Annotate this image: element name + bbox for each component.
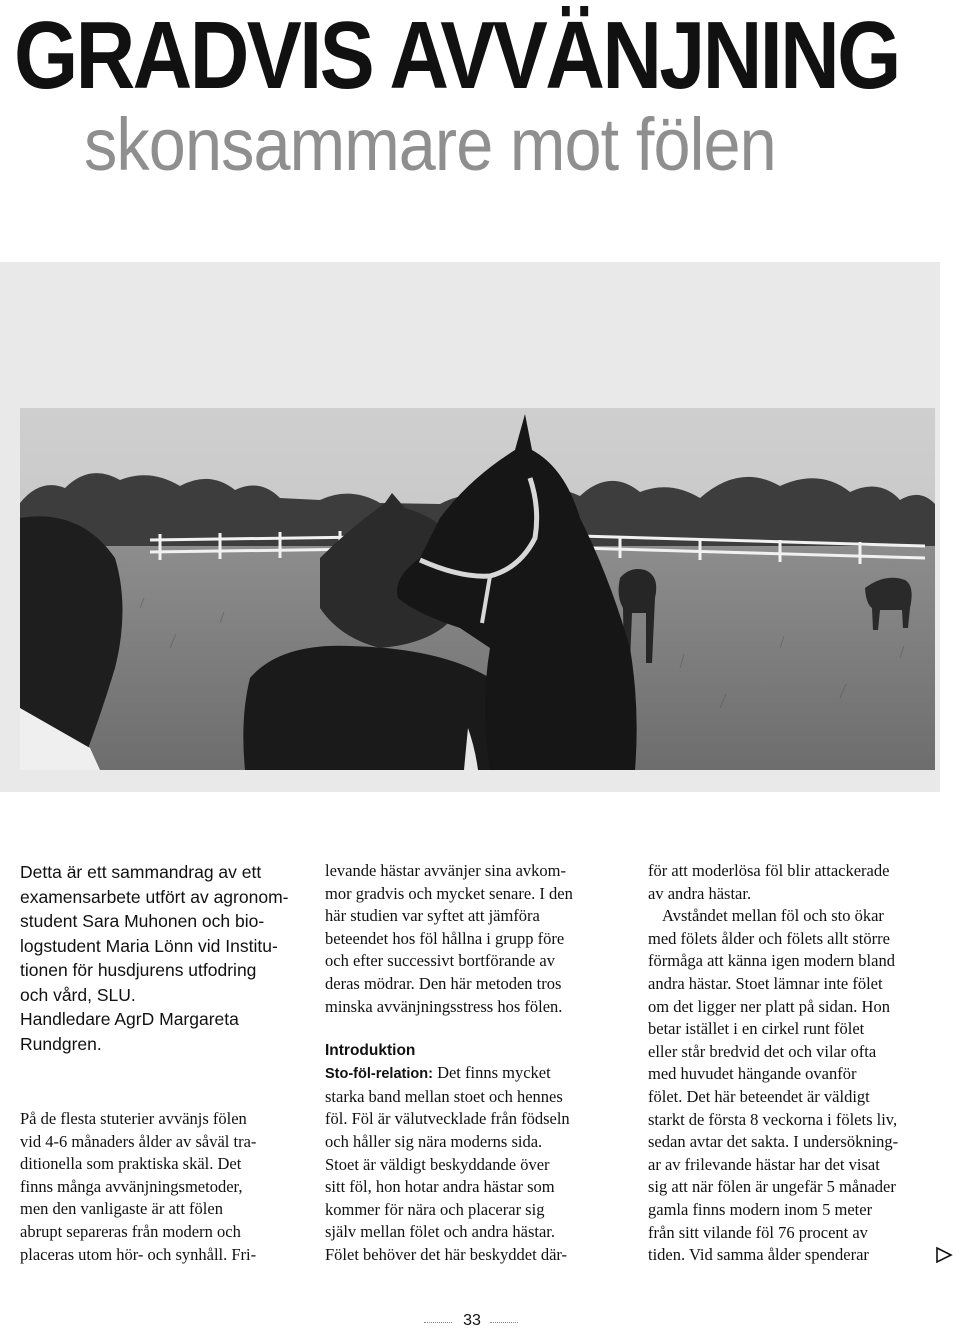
intro-line: logstudent Maria Lönn vid Institu- [20, 935, 278, 956]
body-line: om det ligger ner platt på sidan. Hon [648, 996, 890, 1016]
body-line: förmåga att känna igen modern bland [648, 951, 895, 971]
body-line: för att moderlösa föl blir attackerade [648, 861, 890, 880]
body-line: sig att när fölen är ungefär 5 månader [648, 1177, 896, 1197]
body-line: beteendet hos föl hållna i grupp före [325, 928, 565, 948]
body-line: Avståndet mellan föl och sto ökar [662, 906, 884, 926]
subsection-lead: Sto-föl-relation: [325, 1066, 433, 1083]
body-line: finns många avvänjningsmetoder, [20, 1176, 243, 1196]
page-folio [424, 1312, 520, 1332]
body-line: gamla finns modern inom 5 meter [648, 1199, 873, 1219]
folio-rule-right [490, 1322, 518, 1323]
body-line: sitt föl, hon hotar andra hästar som [325, 1177, 555, 1197]
body-line: minska avvänjningsstress hos fölen. [325, 996, 563, 1016]
section-heading: Introduktion [325, 1042, 416, 1060]
body-line: ditionella som praktiska skäl. Det [20, 1154, 242, 1174]
body-line: starkt de första 8 veckorna i fölets liv, [648, 1109, 898, 1129]
continue-arrow-icon [934, 1245, 954, 1265]
page-title: GRADVIS AVVÄNJNING [14, 2, 899, 109]
body-line: betar istället i en cirkel runt fölet [648, 1019, 865, 1039]
intro-line: Detta är ett sammandrag av ett [20, 862, 262, 882]
page-subtitle: skonsammare mot fölen [84, 103, 776, 186]
body-line: och efter successivt bortförande av [325, 951, 555, 971]
body-line: levande hästar avvänjer sina avkom- [325, 861, 566, 880]
body-line: med fölets ålder och fölets allt större [648, 928, 890, 948]
body-line: andra hästar. Stoet lämnar inte fölet [648, 973, 883, 993]
body-line: själv mellan fölet och andra hästar. [325, 1222, 556, 1242]
body-line: ar av frilevande hästar har det visat [648, 1154, 880, 1174]
body-line: kommer för nära och placerar sig [325, 1199, 545, 1219]
body-line-rest: Det finns mycket [432, 1063, 551, 1083]
body-line: här studien var syftet att jämföra [325, 906, 540, 926]
intro-line: Handledare AgrD Margareta [20, 1009, 239, 1029]
body-line: abrupt separeras från modern och [20, 1221, 241, 1241]
body-line: vid 4-6 månaders ålder av såväl tra- [20, 1131, 257, 1151]
body-line: Fölet behöver det här beskyddet där- [325, 1244, 568, 1264]
body-line: Stoet är väldigt beskyddande över [325, 1154, 550, 1174]
body-line: fölet. Det här beteendet är väldigt [648, 1086, 870, 1106]
body-line: deras mödrar. Den här metoden tros [325, 973, 562, 993]
body-line: föl. Föl är välutvecklade från födseln [325, 1109, 570, 1129]
intro-line: examensarbete utfört av agronom- [20, 886, 289, 907]
body-line: starka band mellan stoet och hennes [325, 1086, 563, 1106]
body-line: eller står bredvid det och vilar ofta [648, 1041, 877, 1061]
intro-line: tionen för husdjurens utfodring [20, 960, 257, 980]
body-line: mor gradvis och mycket senare. I den [325, 883, 573, 903]
body-line: från sitt vilande föl 76 procent av [648, 1222, 868, 1242]
body-line: av andra hästar. [648, 883, 752, 903]
horse-photo-drawing [20, 408, 935, 770]
folio-rule-left [424, 1322, 452, 1323]
horse-photo [20, 408, 935, 770]
body-line: placeras utom hör- och synhåll. Fri- [20, 1244, 257, 1264]
column-2 [325, 860, 615, 1267]
intro-line: Rundgren. [20, 1033, 102, 1054]
body-line: och håller sig nära moderns sida. [325, 1131, 543, 1151]
intro-summary [20, 860, 290, 1056]
column-3 [648, 860, 930, 1267]
body-line: På de flesta stuterier avvänjs fölen [20, 1109, 247, 1128]
body-line: sedan avtar det sakta. I undersökning- [648, 1132, 899, 1152]
body-line: tiden. Vid samma ålder spenderar [648, 1245, 869, 1265]
body-line: med huvudet hängande ovanför [648, 1064, 857, 1084]
column-1-body [20, 1108, 290, 1266]
body-line-lead [325, 1062, 615, 1086]
intro-line: och vård, SLU. [20, 984, 136, 1005]
intro-line: student Sara Muhonen och bio- [20, 911, 265, 931]
body-line: men den vanligaste är att fölen [20, 1199, 223, 1219]
page-number: 33 [463, 1312, 481, 1329]
